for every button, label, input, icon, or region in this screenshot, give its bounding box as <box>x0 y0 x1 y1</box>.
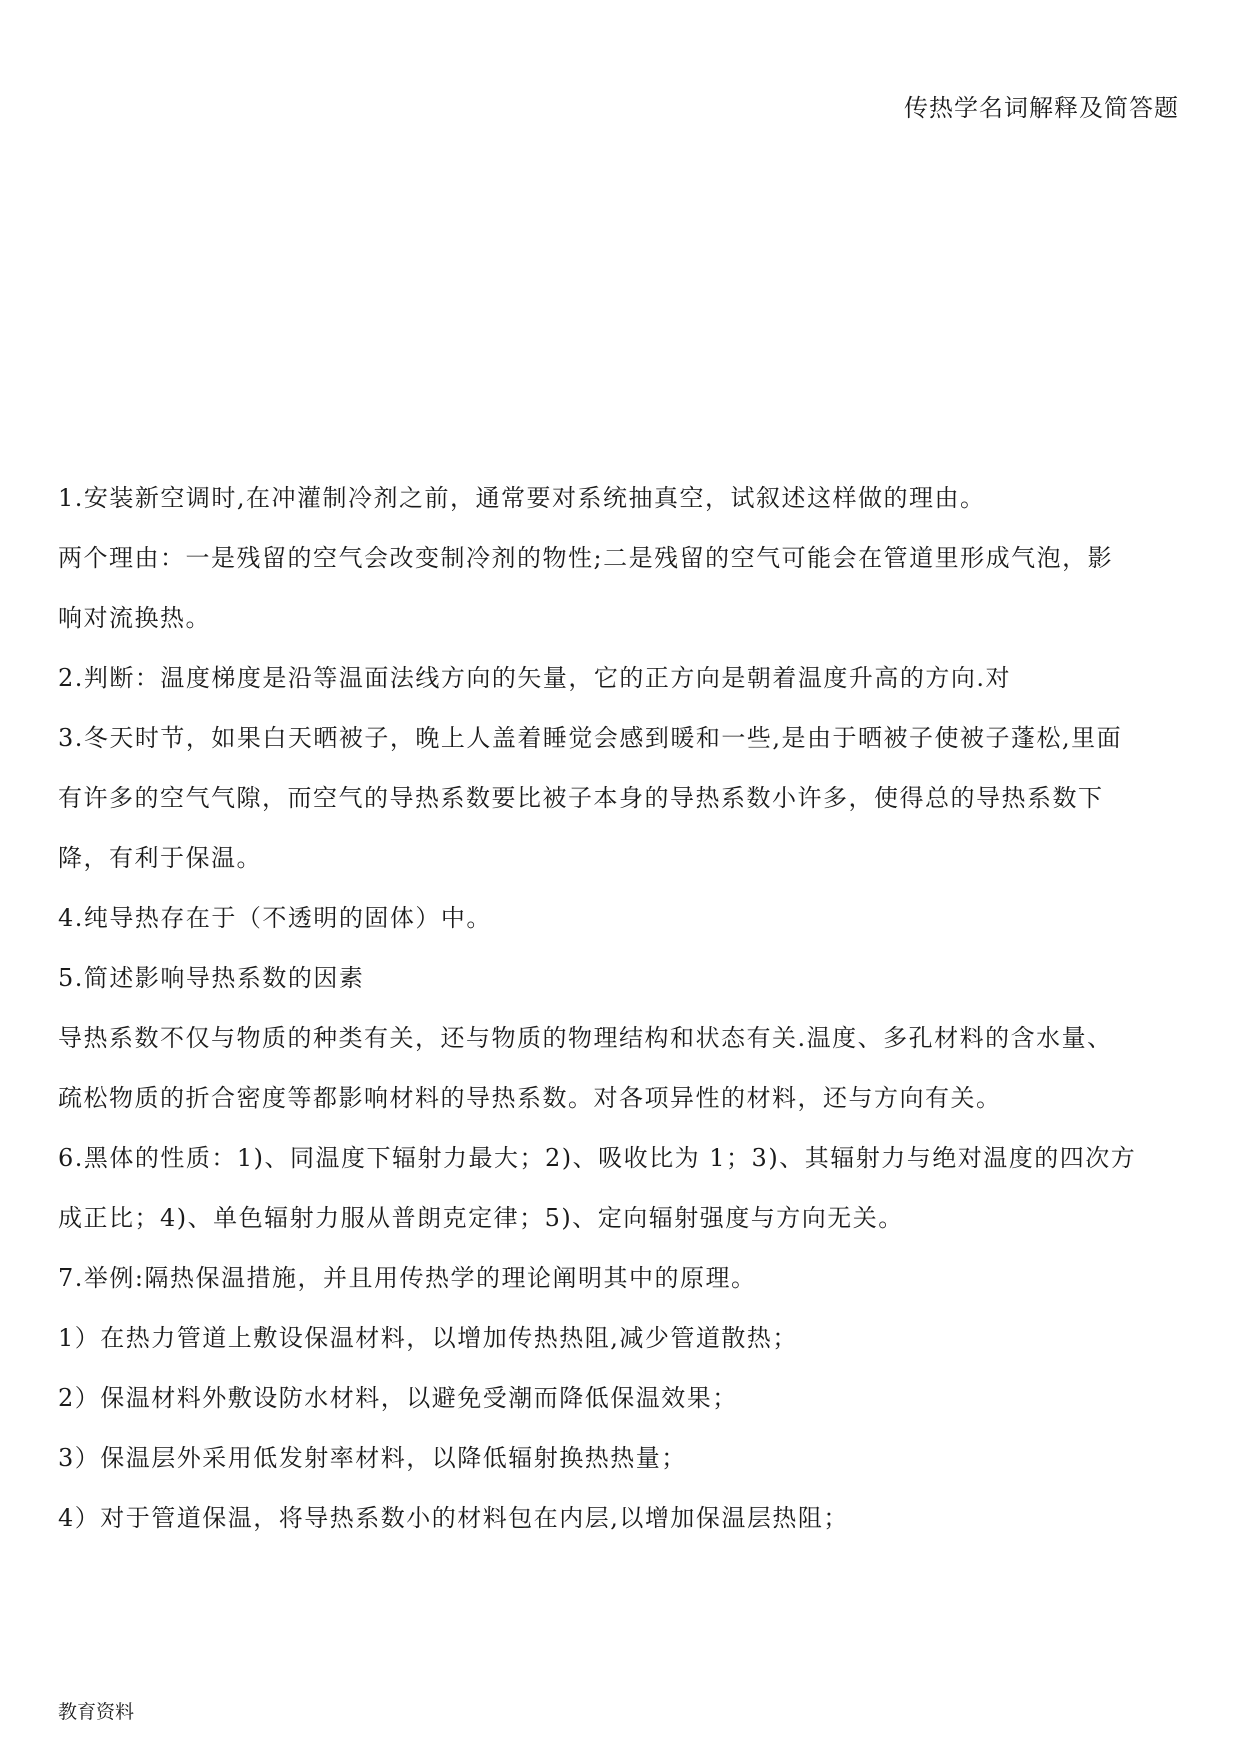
text-line-q6-part2: 成正比；4)、单色辐射力服从普朗克定律；5)、定向辐射强度与方向无关。 <box>58 1204 904 1232</box>
text-line-a5-part2: 疏松物质的折合密度等都影响材料的导热系数。对各项异性的材料，还与方向有关。 <box>58 1084 1002 1112</box>
text-line-q3-part3: 降，有利于保温。 <box>58 844 262 872</box>
text-line-q1: 1.安装新空调时,在冲灌制冷剂之前，通常要对系统抽真空，试叙述这样做的理由。 <box>58 484 986 512</box>
text-line-q2: 2.判断：温度梯度是沿等温面法线方向的矢量，它的正方向是朝着温度升高的方向.对 <box>58 664 1012 692</box>
text-line-a7-item1: 1）在热力管道上敷设保温材料，以增加传热热阻,减少管道散热； <box>58 1324 798 1352</box>
document-body <box>58 468 1186 1548</box>
text-line-a7-item3: 3）保温层外采用低发射率材料，以降低辐射换热热量； <box>58 1444 687 1472</box>
document-header-title: 传热学名词解释及简答题 <box>904 94 1179 122</box>
text-line-a7-item4: 4）对于管道保温，将导热系数小的材料包在内层,以增加保温层热阻； <box>58 1504 849 1532</box>
text-line-q4: 4.纯导热存在于（不透明的固体）中。 <box>58 904 492 932</box>
text-line-q5: 5.简述影响导热系数的因素 <box>58 964 365 992</box>
text-line-q3-part2: 有许多的空气气隙，而空气的导热系数要比被子本身的导热系数小许多，使得总的导热系数下 <box>58 784 1104 812</box>
text-line-a5-part1: 导热系数不仅与物质的种类有关，还与物质的物理结构和状态有关.温度、多孔材料的含水量、 <box>58 1024 1113 1052</box>
text-line-a1-part1: 两个理由：一是残留的空气会改变制冷剂的物性;二是残留的空气可能会在管道里形成气泡，影 <box>58 544 1114 572</box>
text-line-a7-item2: 2）保温材料外敷设防水材料，以避免受潮而降低保温效果； <box>58 1384 738 1412</box>
text-line-q3-part1: 3.冬天时节，如果白天晒被子，晚上人盖着睡觉会感到暖和一些,是由于晒被子使被子蓬松,里面 <box>58 724 1123 752</box>
text-line-q6-part1: 6.黑体的性质：1)、同温度下辐射力最大；2)、吸收比为 1；3)、其辐射力与绝对温度的四次方 <box>58 1144 1137 1172</box>
text-line-a1-part2: 响对流换热。 <box>58 604 211 632</box>
document-footer: 教育资料 <box>58 1701 135 1723</box>
text-line-q7: 7.举例:隔热保温措施，并且用传热学的理论阐明其中的原理。 <box>58 1264 757 1292</box>
